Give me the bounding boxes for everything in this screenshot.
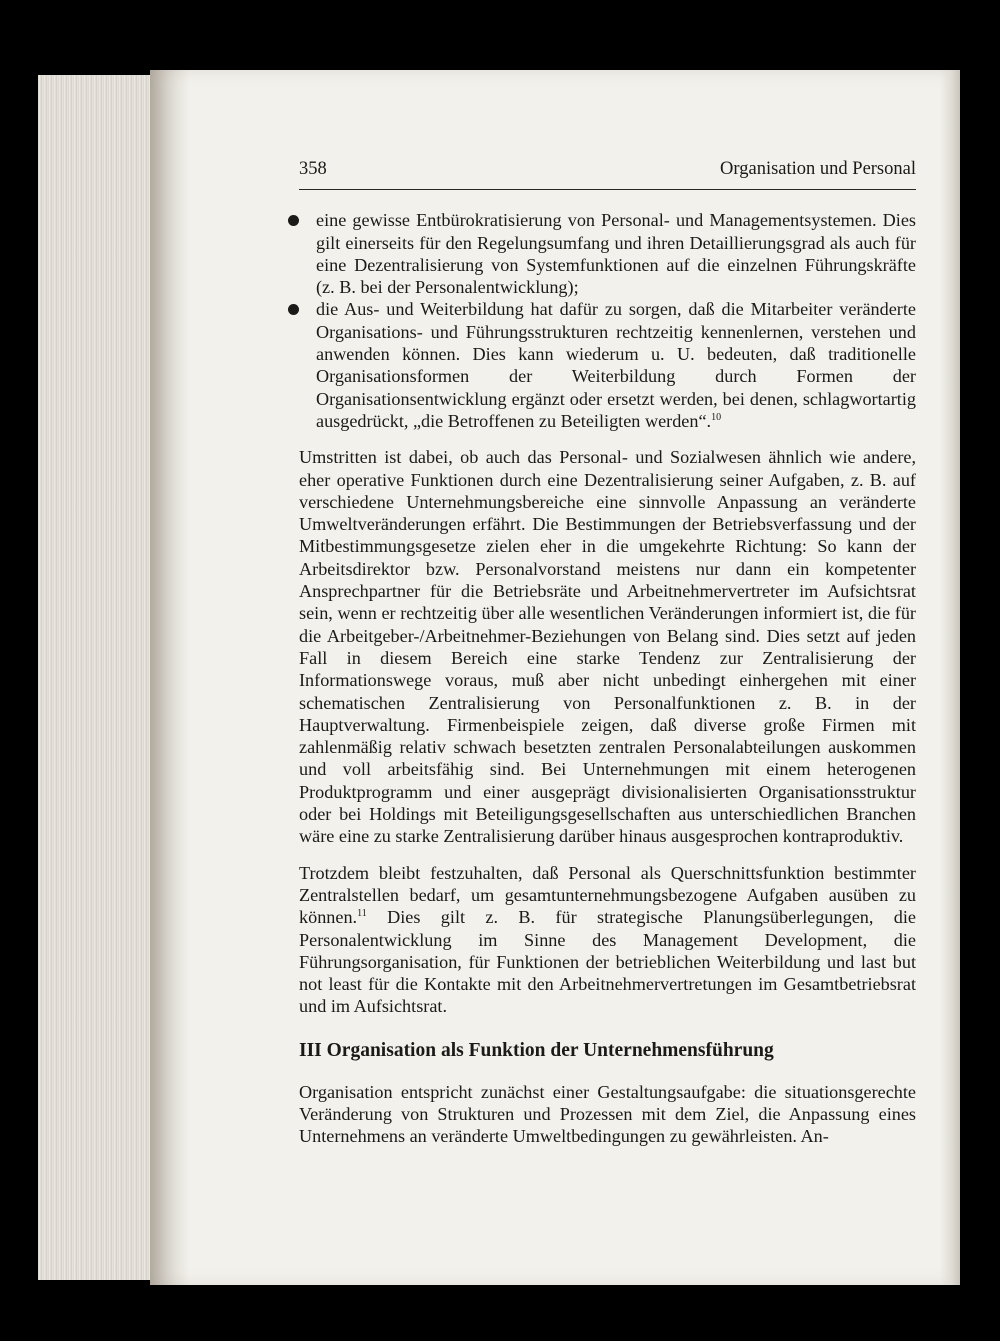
- page-number: 358: [299, 159, 327, 179]
- page-right-edge: [940, 70, 960, 1285]
- running-title: Organisation und Personal: [720, 159, 916, 179]
- list-item-text: eine gewisse Entbürokratisierung von Personal- und Managementsystemen. Dies gilt einerseits für den Regelungsumfang und ihren Detaillierungsgrad als auch für eine Dezentralisierung von Systemfunktionen auf die einzelnen Führungskräfte (z. B. bei der Personalentwicklung);: [316, 210, 916, 298]
- body-paragraph: Umstritten ist dabei, ob auch das Personal- und Sozialwesen ähnlich wie andere, eher operative Funktionen durch eine Dezentralisierung seiner Aufgaben, z. B. auf verschiedene Unternehmungsbereiche eine sinnvolle Anpassung an veränderte Umweltveränderungen erfährt. Die Bestimmungen der Betriebsverfassung und der Mitbestimmungsgesetze zielen eher in die umgekehrte Richtung: So kann der Arbeitsdirektor bzw. Personalvorstand meistens nur dann ein kompetenter Ansprechpartner für die Betriebsräte und Arbeitnehmervertreter im Aufsichtsrat sein, wenn er rechtzeitig über alle wesentlichen Veränderungen informiert ist, die für die Arbeitgeber-/Arbeitnehmer-Beziehungen von Belang sind. Dies setzt auf jeden Fall in diesem Bereich eine starke Tendenz zur Zentralisierung der Informationswege voraus, muß aber nicht unbedingt einhergehen mit einer schematischen Zentralisierung von Personalfunktionen z. B. in der Hauptverwaltung. Firmenbeispiele zeigen, daß diverse große Firmen mit zahlenmäßig relativ schwach besetzten zentralen Personalabteilungen auskommen und voll arbeitsfähig sind. Bei Unternehmungen mit einem heterogenen Produktprogramm und einer ausgeprägt divisionalisierten Organisationsstruktur oder bei Holdings mit Beteiligungsgesellschaften aus unterschiedlichen Branchen wäre eine zu starke Zentralisierung darüber hinaus ausgesprochen kontraproduktiv.: [299, 447, 916, 847]
- page-content: [299, 158, 916, 1148]
- running-header: [299, 158, 916, 190]
- footnote-ref: 10: [711, 411, 722, 423]
- list-item: [299, 209, 916, 298]
- body-paragraph: [299, 862, 916, 1018]
- book-page-edges: [38, 75, 168, 1280]
- spine-shadow: [150, 70, 190, 1285]
- paragraph-text: Trotzdem bleibt festzuhalten, daß Personal als Querschnittsfunktion bestimmter Zentralstellen bedarf, um gesamtunternehmungsbezogene Aufgaben ausüben zu können.: [299, 862, 916, 928]
- section-heading: III Organisation als Funktion der Unternehmensführung: [299, 1039, 774, 1061]
- paragraph-text: Dies gilt z. B. für strategische Planungsüberlegungen, die Personalentwicklung im Sinne des Management Development, die Führungsorganisation, für Funktionen der betrieblichen Weiterbildung und last but not least für die Kontakte mit den Arbeitnehmervertretungen im Gesamtbetriebsrat und im Aufsichtsrat.: [299, 907, 916, 1017]
- list-item: [299, 298, 916, 432]
- footnote-ref: 11: [357, 908, 367, 920]
- list-item-text: die Aus- und Weiterbildung hat dafür zu sorgen, daß die Mitarbeiter veränderte Organisations- und Führungsstrukturen rechtzeitig kennenlernen, verstehen und anwenden können. Dies kann wiederum u. U. bedeuten, daß traditionelle Organisationsformen der Weiterbildung durch Formen der Organisationsentwicklung ergänzt oder ersetzt werden, bei denen, schlagwortartig ausgedrückt, „die Betroffenen zu Beteiligten werden“.: [316, 299, 916, 431]
- bullet-list: [299, 209, 916, 432]
- body-paragraph: Organisation entspricht zunächst einer Gestaltungsaufgabe: die situationsgerechte Veränderung von Strukturen und Prozessen mit dem Ziel, die Anpassung eines Unternehmens an veränderte Umweltbedingungen zu gewährleisten. An-: [299, 1081, 916, 1147]
